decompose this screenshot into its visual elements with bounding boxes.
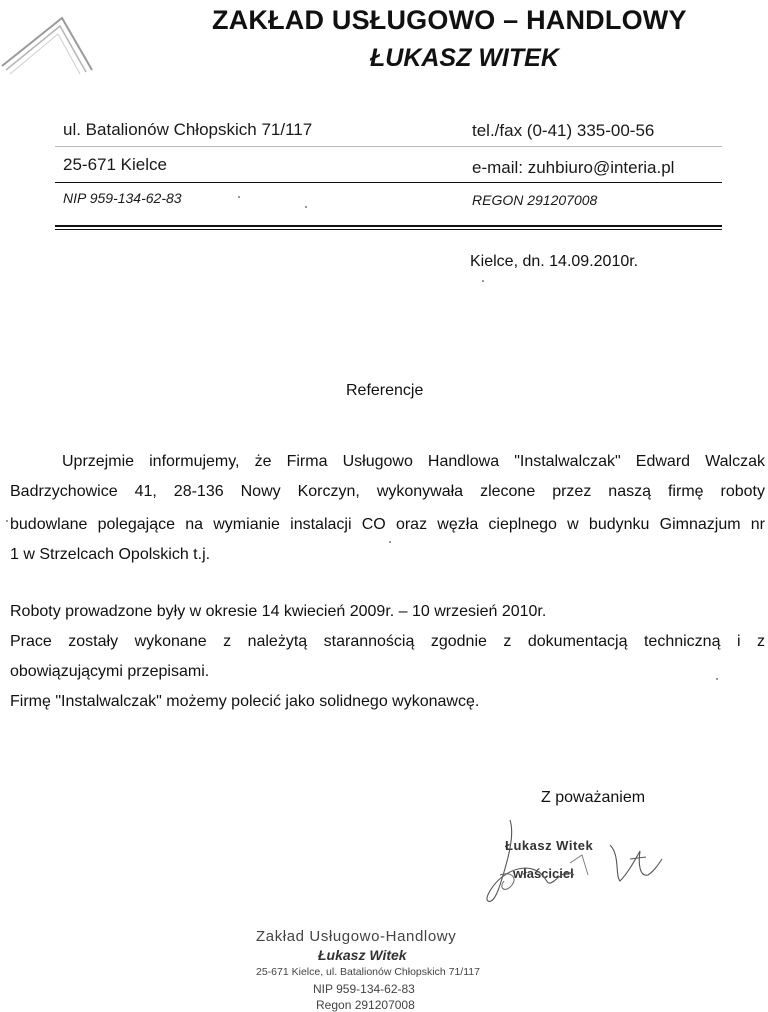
paragraph-3-line-2: obowiązującymi przepisami. bbox=[10, 663, 210, 680]
nip-number: NIP 959-134-62-83 bbox=[63, 190, 182, 206]
corner-logo-mark bbox=[0, 8, 100, 88]
letter-subject: Referencje bbox=[346, 382, 424, 399]
regon-number: REGON 291207008 bbox=[472, 192, 598, 208]
company-stamp-line-5: Regon 291207008 bbox=[316, 998, 415, 1012]
company-owner: ŁUKASZ WITEK bbox=[370, 44, 559, 72]
company-stamp-line-1: Zakład Usługowo-Handlowy bbox=[256, 928, 457, 945]
company-stamp-line-4: NIP 959-134-62-83 bbox=[313, 982, 415, 996]
letter-date: Kielce, dn. 14.09.2010r. bbox=[470, 253, 639, 270]
scan-speck bbox=[305, 206, 307, 208]
closing-phrase: Z poważaniem bbox=[541, 789, 646, 806]
scan-speck bbox=[482, 280, 484, 282]
scan-speck bbox=[6, 520, 8, 522]
paragraph-3-line-1: Prace zostały wykonane z należytą starannością zgodnie z dokumentacją techniczną i z bbox=[10, 633, 765, 650]
phone-fax: tel./fax (0-41) 335-00-56 bbox=[472, 121, 655, 140]
paragraph-1-line-4: 1 w Strzelcach Opolskich t.j. bbox=[10, 546, 211, 563]
signature-stamp-name: Łukasz Witek bbox=[505, 838, 594, 853]
company-title: ZAKŁAD USŁUGOWO – HANDLOWY bbox=[212, 5, 687, 35]
company-stamp-line-2: Łukasz Witek bbox=[318, 947, 407, 963]
paragraph-1-line-2: Badrzychowice 41, 28-136 Nowy Korczyn, wykonywała zlecone przez naszą firmę roboty bbox=[10, 483, 765, 500]
paragraph-1-line-1: Uprzejmie informujemy, że Firma Usługowo Handlowa "Instalwalczak" Edward Walczak bbox=[62, 453, 765, 470]
address-city: 25-671 Kielce bbox=[63, 155, 167, 174]
header-double-rule-top bbox=[55, 225, 722, 227]
address-street: ul. Batalionów Chłopskich 71/117 bbox=[63, 120, 313, 139]
company-stamp-line-3: 25-671 Kielce, ul. Batalionów Chłopskich 71/117 bbox=[256, 966, 480, 978]
handwritten-signature bbox=[470, 815, 670, 910]
paragraph-1-line-3: budowlane polegające na wymianie instalacji CO oraz węzła cieplnego w budynku Gimnazjum nr bbox=[10, 516, 765, 533]
header-divider-light bbox=[55, 146, 722, 147]
scan-speck bbox=[238, 196, 240, 198]
signature-stamp-role: właściciel bbox=[513, 866, 574, 881]
header-divider bbox=[55, 182, 722, 183]
paragraph-4: Firmę "Instalwalczak" możemy polecić jako solidnego wykonawcę. bbox=[10, 693, 480, 710]
paragraph-2: Roboty prowadzone były w okresie 14 kwiecień 2009r. – 10 wrzesień 2010r. bbox=[10, 603, 547, 620]
header-double-rule-bottom bbox=[55, 229, 722, 230]
scan-speck bbox=[389, 541, 391, 543]
email: e-mail: zuhbiuro@interia.pl bbox=[472, 158, 675, 177]
scan-speck bbox=[716, 678, 718, 680]
